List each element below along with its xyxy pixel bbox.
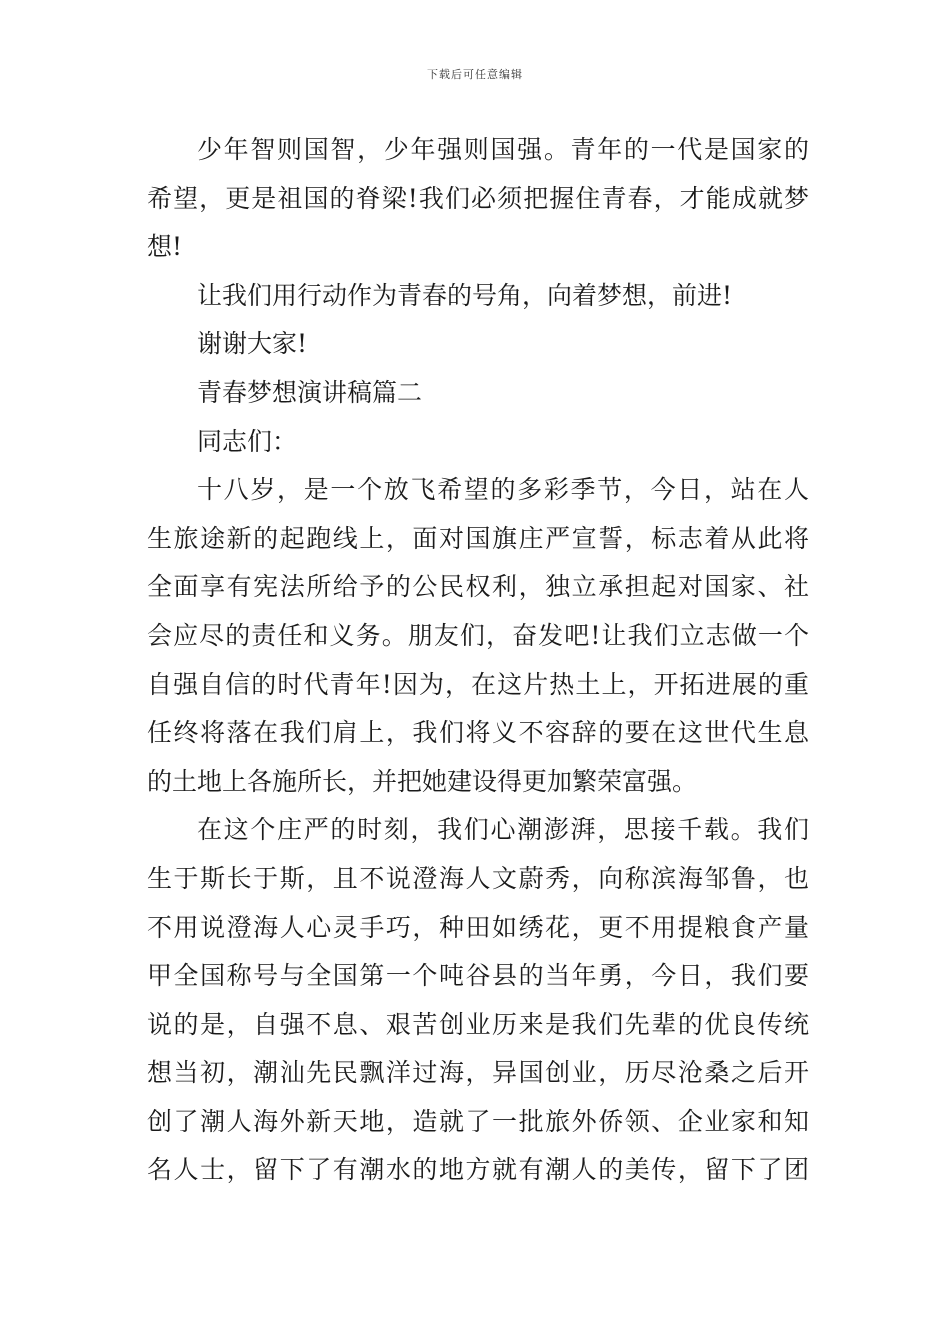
text-line: 谢谢大家! [197, 329, 308, 359]
text-line: 说的是，自强不息、艰苦创业历来是我们先辈的优良传统 [147, 1009, 809, 1039]
text-line: 生旅途新的起跑线上，面对国旗庄严宣誓，标志着从此将 [147, 523, 809, 553]
text-line: 的土地上各施所长，并把她建设得更加繁荣富强。 [147, 766, 698, 796]
text-line: 名人士，留下了有潮水的地方就有潮人的美传，留下了团 [147, 1155, 809, 1185]
text-line: 想! [147, 232, 183, 262]
text-line: 会应尽的责任和义务。朋友们，奋发吧!让我们立志做一个 [147, 620, 809, 650]
text-line: 青春梦想演讲稿篇二 [197, 377, 423, 407]
text-line: 自强自信的时代青年!因为，在这片热土上，开拓进展的重 [147, 669, 809, 699]
page-header-note: 下载后可任意编辑 [427, 68, 523, 81]
text-line: 少年智则国智，少年强则国强。青年的一代是国家的 [197, 135, 809, 164]
text-line: 全面享有宪法所给予的公民权利，独立承担起对国家、社 [147, 572, 809, 602]
text-line: 生于斯长于斯，且不说澄海人文蔚秀，向称滨海邹鲁，也 [147, 863, 809, 893]
text-line: 任终将落在我们肩上，我们将义不容辞的要在这世代生息 [147, 718, 809, 748]
document-body [147, 126, 809, 1195]
text-line: 让我们用行动作为青春的号角，向着梦想，前进! [197, 280, 733, 310]
text-line: 希望，更是祖国的脊梁!我们必须把握住青春，才能成就梦 [147, 183, 809, 213]
text-line: 同志们： [197, 426, 298, 456]
text-line: 十八岁，是一个放飞希望的多彩季节，今日，站在人 [197, 475, 809, 505]
text-line: 在这个庄严的时刻，我们心潮澎湃，思接千载。我们 [197, 815, 809, 845]
text-line: 不用说澄海人心灵手巧，种田如绣花，更不用提粮食产量 [147, 912, 809, 942]
text-line: 想当初，潮汕先民飘洋过海，异国创业，历尽沧桑之后开 [147, 1058, 809, 1088]
text-line: 甲全国称号与全国第一个吨谷县的当年勇，今日，我们要 [147, 961, 809, 991]
text-line: 创了潮人海外新天地，造就了一批旅外侨领、企业家和知 [147, 1106, 809, 1136]
